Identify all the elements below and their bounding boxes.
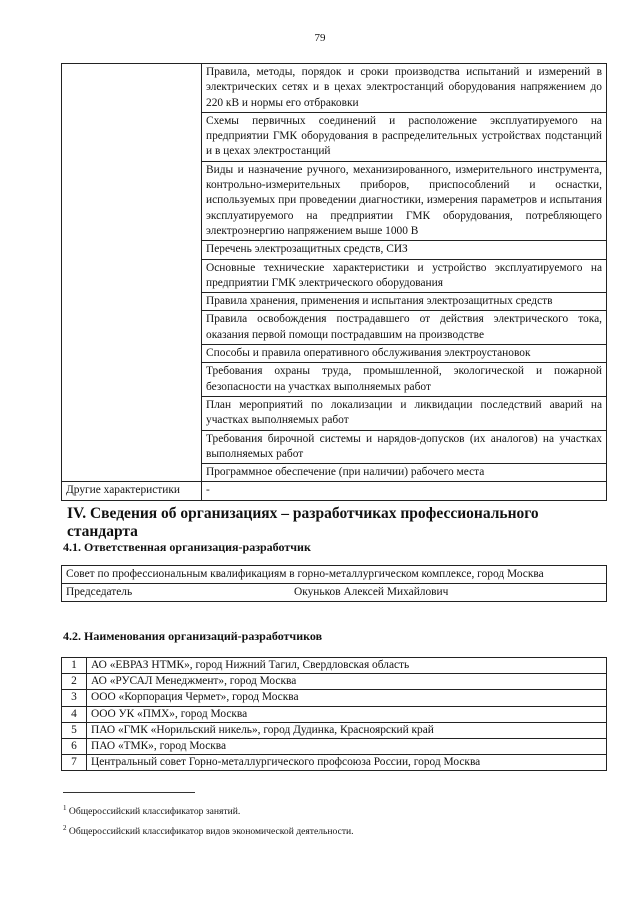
table-row	[62, 722, 607, 738]
footnote-text: Общероссийский классификатор видов экономической деятельности.	[68, 825, 354, 837]
developer-name: ПАО «ТМК», город Москва	[87, 739, 607, 755]
developer-name: ООО УК «ПМХ», город Москва	[87, 706, 607, 722]
developer-number: 4	[62, 706, 87, 722]
developers-table	[61, 657, 607, 771]
knowledge-item: Схемы первичных соединений и расположение эксплуатируемого на предприятии ГМК оборудования в распределительных устройствах подстанций и в цехах электростанций	[202, 112, 607, 161]
knowledge-item: Способы и правила оперативного обслуживания электроустановок	[202, 345, 607, 363]
developer-name: Центральный совет Горно-металлургического профсоюза России, город Москва	[87, 755, 607, 771]
footnote	[63, 822, 603, 839]
developer-number: 2	[62, 674, 87, 690]
table-row	[62, 64, 607, 113]
chair-cell	[62, 584, 607, 602]
table-row	[62, 658, 607, 674]
footnote-mark: 2	[63, 823, 67, 832]
section-heading: IV. Сведения об организациях – разработчиках профессионального стандарта	[67, 505, 539, 540]
subheading-developers: 4.2. Наименования организаций-разработчиков	[63, 629, 323, 643]
developer-name: АО «ЕВРАЗ НТМК», город Нижний Тагил, Свердловская область	[87, 658, 607, 674]
table-row	[62, 482, 607, 500]
other-characteristics-value: -	[202, 482, 607, 500]
knowledge-item: Правила хранения, применения и испытания электрозащитных средств	[202, 293, 607, 311]
developer-number: 6	[62, 739, 87, 755]
developer-name: АО «РУСАЛ Менеджмент», город Москва	[87, 674, 607, 690]
table-row	[62, 739, 607, 755]
knowledge-item: Требования бирочной системы и нарядов-допусков (их аналогов) на участках выполняемых работ	[202, 430, 607, 464]
responsible-org-name: Совет по профессиональным квалификациям в горно-металлургическом комплексе, город Москва	[62, 566, 607, 584]
chair-label: Председатель	[66, 586, 133, 598]
chair-name: Окуньков Алексей Михайлович	[294, 586, 449, 598]
table-row	[62, 755, 607, 771]
footnote-mark: 1	[63, 804, 67, 812]
knowledge-item: Правила освобождения пострадавшего от действия электрического тока, оказания первой помощи пострадавшим на производстве	[202, 311, 607, 345]
footnotes	[63, 802, 603, 841]
knowledge-item: Виды и назначение ручного, механизированного, измерительного инструмента, контрольно-измерительных приборов, приспособлений и оснастки, используемых при проведении диагностики, измерения параметров и испытания эксплуатируемого на предприятии ГМК оборудования, потребляющего электроэнергию напряжением выше 1000 В	[202, 161, 607, 240]
knowledge-item: Правила, методы, порядок и сроки производства испытаний и измерений в электрических сетях и в цехах электростанций оборудования напряжением до 220 кВ и нормы его отбраковки	[202, 64, 607, 113]
footnote	[63, 802, 603, 819]
table-row	[62, 706, 607, 722]
knowledge-item: Основные технические характеристики и устройство эксплуатируемого на предприятии ГМК электрического оборудования	[202, 259, 607, 293]
page-number: 79	[314, 32, 326, 44]
table-row	[62, 584, 607, 602]
footnote-divider	[63, 792, 195, 793]
developer-number: 3	[62, 690, 87, 706]
knowledge-table	[61, 63, 607, 501]
knowledge-item: Программное обеспечение (при наличии) рабочего места	[202, 464, 607, 482]
developer-number: 7	[62, 755, 87, 771]
responsible-org-table	[61, 565, 607, 602]
table-row	[62, 674, 607, 690]
developer-number: 5	[62, 722, 87, 738]
knowledge-item: Требования охраны труда, промышленной, экологической и пожарной безопасности на участках выполняемых работ	[202, 363, 607, 397]
developer-name: ПАО «ГМК «Норильский никель», город Дудинка, Красноярский край	[87, 722, 607, 738]
other-characteristics-label: Другие характеристики	[62, 482, 202, 500]
developer-number: 1	[62, 658, 87, 674]
knowledge-item: Перечень электрозащитных средств, СИЗ	[202, 241, 607, 259]
subheading-responsible-org: 4.1. Ответственная организация-разработчик	[63, 540, 311, 554]
footnote-text: Общероссийский классификатор занятий.	[68, 806, 241, 818]
developer-name: ООО «Корпорация Чермет», город Москва	[87, 690, 607, 706]
knowledge-label-cell	[62, 64, 202, 482]
table-row	[62, 690, 607, 706]
table-row	[62, 566, 607, 584]
knowledge-item: План мероприятий по локализации и ликвидации последствий аварий на участках выполняемых работ	[202, 396, 607, 430]
